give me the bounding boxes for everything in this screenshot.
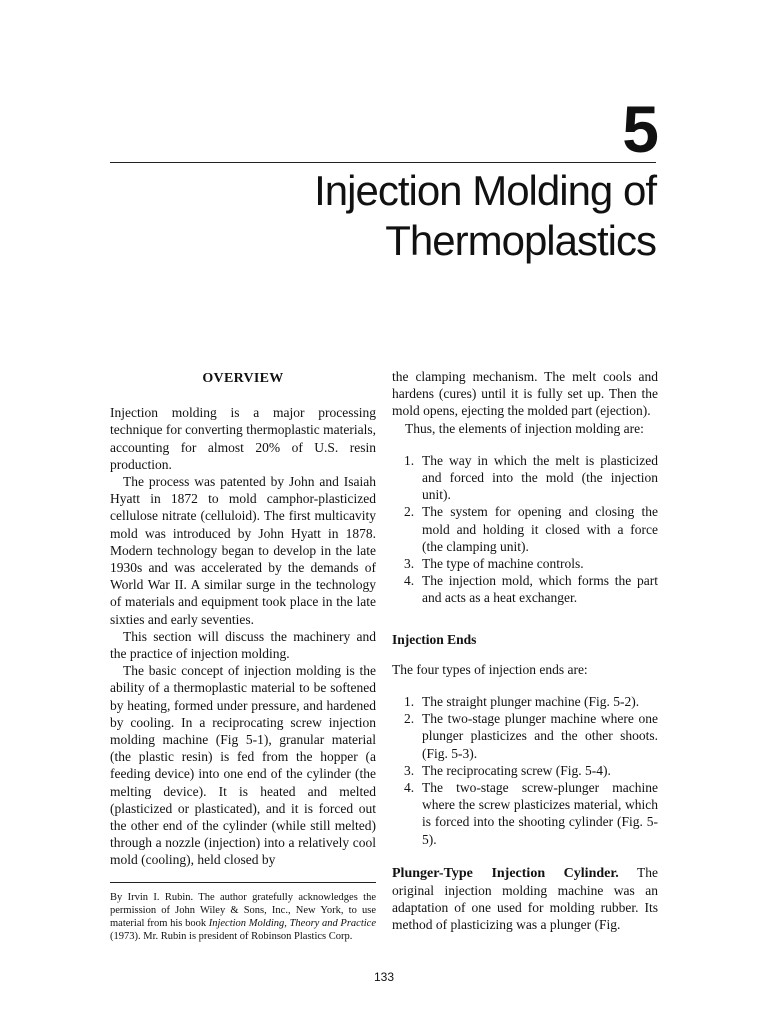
overview-paragraph: This section will discuss the machinery and the practice of injection molding. [110, 628, 376, 662]
injection-ends-list [392, 693, 658, 848]
list-item [392, 779, 658, 848]
list-item [392, 452, 658, 504]
overview-paragraph: Injection molding is a major processing technique for converting thermoplastic materials, accounting for almost 20% of U.S. resin production. [110, 405, 376, 472]
list-item [392, 503, 658, 555]
continuation-paragraph: the clamping mechanism. The melt cools and hardens (cures) until it is fully set up. Then the mold opens, ejecting the molded part (ejection). [392, 369, 658, 419]
left-column [110, 368, 376, 869]
list-item-text: The type of machine controls. [422, 556, 584, 572]
list-item-number: 1. [404, 694, 415, 710]
elements-list [392, 452, 658, 607]
list-item-number: 4. [404, 780, 415, 796]
chapter-title [314, 166, 656, 266]
list-item-text: The system for opening and closing the mold and holding it closed with a force (the clamping unit). [422, 504, 658, 554]
footnote-text-end: (1973). Mr. Rubin is president of Robinson Plastics Corp. [110, 931, 353, 942]
list-item [392, 710, 658, 762]
chapter-number: 5 [622, 92, 658, 166]
list-item-number: 2. [404, 711, 415, 727]
injection-ends-heading: Injection Ends [392, 631, 477, 647]
right-column [392, 368, 658, 934]
list-item-text: The way in which the melt is plasticized and forced into the mold (the injection unit). [422, 452, 658, 503]
plunger-paragraph [392, 864, 658, 934]
footnote [110, 882, 376, 943]
chapter-title-line-2: Thermoplastics [385, 217, 656, 264]
overview-paragraph: The basic concept of injection molding is the ability of a thermoplastic material to be softened by heating, formed under pressure, and hardened by cooling. In a reciprocating screw injection molding machine (Fig 5-1), granular material (the plastic resin) is fed from the hopper (a feeding device) into one end of the cylinder (the melting device). It is heated and melted (plasticized or plasticated), and it is forced out the other end of the cylinder (while still melted) through a nozzle (injection) into a relatively cool mold (cooling), held closed by [110, 663, 376, 868]
footnote-text-start: By Irvin I. Rubin. The author gratefully acknowledges the permission of John Wiley & Sons, Inc., New York, to use material from his book [110, 892, 376, 929]
list-item-number: 2. [404, 504, 415, 520]
list-item-number: 3. [404, 762, 415, 778]
list-item [392, 762, 658, 779]
list-item-number: 1. [404, 452, 415, 468]
list-item [392, 555, 658, 572]
list-item-text: The two-stage screw-plunger machine where the screw plasticizes material, which is forced into the shooting cylinder (Fig. 5-5). [422, 780, 658, 847]
list-item-text: The injection mold, which forms the part and acts as a heat exchanger. [422, 573, 658, 606]
overview-paragraph: The process was patented by John and Isaiah Hyatt in 1872 to mold camphor-plasticized cellulose nitrate (celluloid). The first multicavity mold was introduced by John Hyatt in 1878. Modern technology began to develop in the late 1930s and was accelerated by the demands of World War II. A similar surge in the technology of materials and equipment took place in the late sixties and early seventies. [110, 474, 376, 627]
list-item-number: 3. [404, 556, 415, 572]
page-number: 133 [373, 970, 395, 984]
footnote-book-title: Injection Molding, Theory and Practice [208, 918, 376, 929]
list-item-number: 4. [404, 573, 415, 589]
list-item [392, 693, 658, 710]
elements-intro: Thus, the elements of injection molding are: [405, 420, 644, 436]
chapter-title-line-1: Injection Molding of [314, 167, 656, 214]
injection-ends-intro: The four types of injection ends are: [392, 661, 588, 677]
overview-heading: OVERVIEW [202, 371, 284, 386]
plunger-heading: Plunger-Type Injection Cylinder. [392, 865, 619, 881]
list-item-text: The straight plunger machine (Fig. 5-2). [422, 694, 640, 710]
list-item [392, 572, 658, 606]
chapter-rule [110, 162, 656, 163]
plunger-text: The original injection molding machine was an adaptation of one used for molding rubber. Its method of plasticizing was a plunger (Fig. [392, 864, 658, 933]
list-item-text: The two-stage plunger machine where one plunger plasticizes and the other shoots. (Fig. 5-3). [422, 711, 658, 761]
list-item-text: The reciprocating screw (Fig. 5-4). [422, 762, 611, 778]
